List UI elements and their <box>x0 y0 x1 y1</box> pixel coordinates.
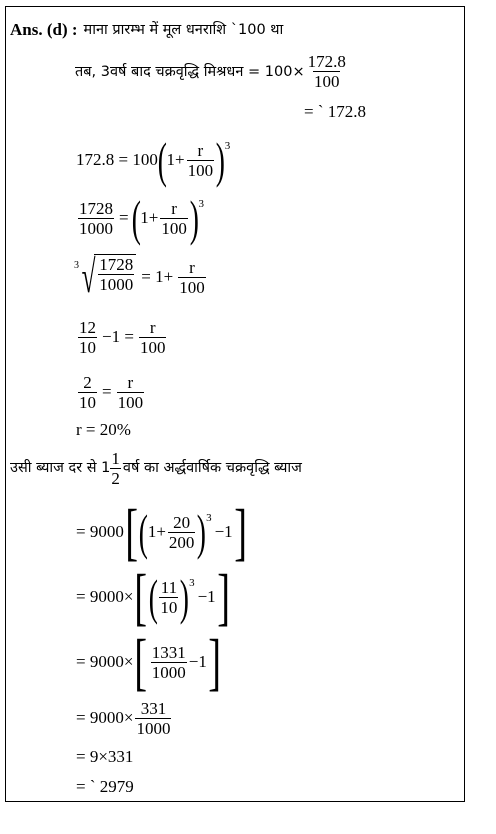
equation-3: 3 √ $\frac{1728}{1000}$ = 1+ $\frac{r}{100}$ <box>74 251 205 302</box>
solution-box <box>5 6 465 802</box>
answer-header <box>10 20 283 40</box>
cube-root: 3 √ $\frac{1728}{1000}$ <box>74 254 136 300</box>
equation-2: $\frac{1728}{1000}$ = ( 1+ $\frac{r}{100}$ ) $^3$ <box>79 190 204 246</box>
amount-result: = ` 172.8 <box>304 102 366 121</box>
equation-4: $\frac{12}{10}$ −1 = $\frac{r}{100}$ <box>79 317 166 357</box>
amount-num: 172.8 <box>307 52 346 71</box>
rate-result: r = 20% <box>76 420 131 439</box>
step-2: = 9000× [ ( $\frac{11}{10}$ ) $^3$ −1 ] <box>76 561 230 632</box>
equation-1: 172.8 = 100 ( 1+ $\frac{r}{100}$ ) $^3$ <box>76 132 231 188</box>
amount-line <box>75 52 349 91</box>
step-4: = 9000× $\frac{331}{1000}$ <box>76 698 171 738</box>
step-3: = 9000× [ $\frac{1331}{1000}$ −1 ] <box>76 626 221 697</box>
equation-5: $\frac{2}{10}$ = $\frac{r}{100}$ <box>79 372 144 412</box>
amount-prefix: तब, 3वर्ष बाद चक्रवृद्धि मिश्रधन = 100× <box>75 63 305 80</box>
intro-text: माना प्रारम्भ में मूल धनराशि `100 था <box>83 22 284 38</box>
question-line: उसी ब्याज दर से 1 $\frac{1}{2}$ वर्ष का अर्द्धवार्षिक चक्रवृद्धि ब्याज <box>10 448 302 488</box>
amount-den: 100 <box>313 72 340 91</box>
step-5: = 9×331 <box>76 747 134 766</box>
answer-label: Ans. (d) : <box>10 20 78 39</box>
amount-fraction <box>307 52 347 91</box>
final-answer: = ` 2979 <box>76 777 134 796</box>
step-1: = 9000 [ ( 1+ $\frac{20}{200}$ ) $^3$ −1 ] <box>76 496 247 567</box>
